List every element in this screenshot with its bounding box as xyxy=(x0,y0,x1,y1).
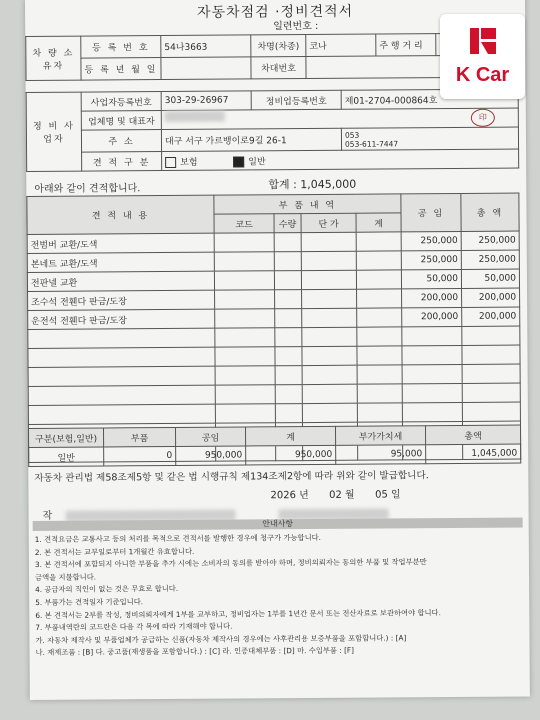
item-code xyxy=(215,309,275,328)
shop-name-value xyxy=(161,108,518,129)
item-desc: 전판넬 교환 xyxy=(27,271,214,291)
item-unit xyxy=(302,365,357,384)
item-labor: 200,000 xyxy=(402,288,462,307)
item-labor: 250,000 xyxy=(401,250,461,269)
item-qty xyxy=(275,366,302,385)
bizno-value: 303-29-26967 xyxy=(161,91,251,111)
owner-section-label: 차 량 소유자 xyxy=(26,36,81,80)
vin-label: 차대번호 xyxy=(251,57,306,79)
estimate-type-label: 견 적 구 분 xyxy=(82,152,162,172)
item-total: 250,000 xyxy=(461,250,519,269)
shopno-label: 정비업등록번호 xyxy=(251,90,341,110)
totals-vat-header: 부가가치세 xyxy=(335,426,425,446)
item-desc: 운전석 전휀다 판금/도장 xyxy=(28,309,215,329)
item-qty xyxy=(275,347,302,366)
notice-title: 안내사항 xyxy=(33,518,523,531)
totals-total-value: 1,045,000 xyxy=(426,444,521,464)
item-labor xyxy=(402,364,462,383)
item-desc xyxy=(28,347,215,367)
notice-line: 가. 자동차 제작사 및 부품업체가 공급하는 신품(자동차 제작사의 경우에는 사후관리용 보증부품을 포함합니다.) : [A] xyxy=(35,633,407,645)
col-parts-header: 부 품 내 역 xyxy=(214,194,401,214)
item-total xyxy=(462,345,520,364)
notice-line: 7. 부품내역란의 코드란은 다음 각 목에 따라 기재해야 합니다. xyxy=(35,621,233,633)
item-labor xyxy=(402,383,462,402)
col-code-header: 코드 xyxy=(214,214,274,233)
col-sum-header: 계 xyxy=(356,213,401,232)
shop-section-label: 정 비 사업자 xyxy=(26,92,82,171)
totals-labor-header: 공임 xyxy=(175,427,245,446)
totals-sum-header: 계 xyxy=(245,426,335,446)
issue-day: 05 일 xyxy=(375,489,401,501)
item-labor xyxy=(402,345,462,364)
issue-year: 2026 년 xyxy=(270,490,309,502)
col-qty-header: 수량 xyxy=(274,214,301,233)
item-desc xyxy=(28,385,215,405)
items-table xyxy=(26,193,521,463)
item-unit xyxy=(302,289,357,308)
insurance-option-label: 보험 xyxy=(180,157,198,168)
totals-vat-value: 95,000 xyxy=(336,445,426,465)
notice-line: 금액을 지불합니다. xyxy=(34,572,97,582)
address-label: 주 소 xyxy=(81,130,161,153)
general-option-label: 일반 xyxy=(248,156,266,167)
item-code xyxy=(215,290,275,309)
item-total xyxy=(462,326,520,345)
total-label: 합계 : xyxy=(268,178,297,192)
totals-type-header: 구분(보험,일반) xyxy=(28,428,103,448)
notice-line: 3. 본 견적서에 포함되지 아니한 부품을 추가 시에는 소비자의 동의를 받아야 하며, 정비의뢰자는 동의한 부품 및 작업부분만 xyxy=(34,557,427,570)
issue-month: 02 월 xyxy=(329,489,355,501)
reg-no-value: 54나3663 xyxy=(161,35,251,58)
item-sum xyxy=(356,270,401,289)
total-summary xyxy=(268,176,356,193)
insurance-checkbox[interactable] xyxy=(165,156,176,167)
notice-list xyxy=(35,531,524,660)
item-desc: 조수석 전휀다 판금/도장 xyxy=(28,290,215,310)
item-sum xyxy=(357,403,402,422)
item-labor: 200,000 xyxy=(402,307,462,326)
legal-statement: 자동차 관리법 제58조제5항 및 같은 법 시행규칙 제134조제2항에 따라 위와 같이 발급합니다. xyxy=(34,470,429,484)
totals-type-value: 일반 xyxy=(29,447,104,467)
estimate-intro: 아래와 같이 견적합니다. xyxy=(34,183,141,195)
item-sum xyxy=(357,308,402,327)
total-value: 1,045,000 xyxy=(300,177,357,192)
phone-cell xyxy=(341,127,518,150)
notice-line: 2. 본 견적서는 교부일로부터 1개월간 유효합니다. xyxy=(34,546,195,557)
item-unit xyxy=(302,346,357,365)
item-code xyxy=(214,271,274,290)
item-total: 250,000 xyxy=(461,231,519,250)
issue-date xyxy=(270,485,400,501)
kcar-logo-icon xyxy=(468,26,498,56)
address-value: 대구 서구 가르뱅이로9길 26-1 xyxy=(161,128,341,151)
item-total xyxy=(462,364,520,383)
reg-date-value xyxy=(161,57,251,80)
shop-table xyxy=(26,89,520,172)
item-unit xyxy=(302,384,357,403)
totals-sum-value: 950,000 xyxy=(246,445,336,465)
reg-date-label: 등 록 년 월 일 xyxy=(81,58,161,81)
item-sum xyxy=(357,327,402,346)
item-sum xyxy=(357,365,402,384)
item-qty xyxy=(275,385,302,404)
item-desc xyxy=(28,328,215,348)
totals-table xyxy=(28,425,521,467)
totals-total-header: 총액 xyxy=(425,425,520,445)
document-title: 자동차점검 ·정비견적서 xyxy=(196,3,354,21)
shopno-value: 제01-2704-000864호 xyxy=(341,89,518,109)
item-qty xyxy=(275,309,302,328)
kcar-logo-text: K Car xyxy=(455,64,510,86)
general-checkbox[interactable] xyxy=(233,156,244,167)
serial-number-label: 일련번호 : xyxy=(273,20,319,33)
item-desc: 전범버 교환/도색 xyxy=(27,233,214,253)
writer-label: 작 xyxy=(42,510,53,522)
item-qty xyxy=(275,328,302,347)
company-seal: 印 xyxy=(471,109,495,127)
bizno-label: 사업자등록번호 xyxy=(81,92,161,112)
item-code xyxy=(215,328,275,347)
col-total-header: 총 액 xyxy=(461,193,519,231)
model-value: 코나 xyxy=(306,34,376,56)
col-unit-header: 단 가 xyxy=(301,213,356,232)
item-qty xyxy=(275,404,302,423)
item-unit xyxy=(302,403,357,422)
item-unit xyxy=(301,251,356,270)
notice-line: 4. 공급자의 직인이 없는 것은 무효로 합니다. xyxy=(35,584,179,595)
reg-no-label: 등 록 번 호 xyxy=(81,36,161,59)
item-unit xyxy=(302,308,357,327)
item-code xyxy=(214,252,274,271)
item-labor: 250,000 xyxy=(401,231,461,250)
item-sum xyxy=(356,232,401,251)
item-total: 200,000 xyxy=(462,288,520,307)
item-sum xyxy=(357,289,402,308)
item-unit xyxy=(301,270,356,289)
item-code xyxy=(215,366,275,385)
item-desc xyxy=(28,366,215,386)
item-sum xyxy=(357,346,402,365)
item-code xyxy=(214,233,274,252)
phone-number: 053-611-7447 xyxy=(344,138,399,149)
item-desc xyxy=(28,404,215,424)
item-qty xyxy=(274,271,301,290)
item-labor: 50,000 xyxy=(401,269,461,288)
col-labor-header: 공 임 xyxy=(401,193,461,231)
notice-line: 1. 견적요금은 교통사고 등의 처리를 목적으로 견적서를 발행한 경우에 청구가 가능합니다. xyxy=(34,532,322,544)
item-desc: 본네트 교환/도색 xyxy=(27,252,214,272)
item-total: 200,000 xyxy=(462,307,520,326)
item-labor xyxy=(402,326,462,345)
estimate-document xyxy=(25,0,530,700)
item-total xyxy=(462,402,520,421)
item-code xyxy=(215,347,275,366)
item-qty xyxy=(274,233,301,252)
model-label: 차명(차종) xyxy=(251,35,306,57)
notice-line: 나. 재제조품 : [B] 다. 중고품(재생품을 포함합니다.) : [C] 라. 인증대체부품 : [D] 마. 수입부품 : [F] xyxy=(35,646,354,658)
item-total: 50,000 xyxy=(461,269,519,288)
item-labor xyxy=(402,402,462,421)
item-code xyxy=(215,385,275,404)
item-sum xyxy=(357,384,402,403)
totals-labor-value: 950,000 xyxy=(176,446,246,465)
totals-parts-header: 부품 xyxy=(103,427,175,447)
item-total xyxy=(462,383,520,402)
phone-prefix: 053 xyxy=(344,130,360,140)
item-qty xyxy=(275,290,302,309)
item-sum xyxy=(356,251,401,270)
notice-line: 5. 부품가는 견적일자 기준입니다. xyxy=(35,597,144,607)
redacted-name xyxy=(165,111,225,122)
item-unit xyxy=(302,327,357,346)
notice-line: 6. 본 견적서는 2부를 작성, 정비의뢰자에게 1부를 교부하고, 정비업자는 1부를 1년간 문서 또는 전산자료로 보관하여야 합니다. xyxy=(35,607,441,620)
item-code xyxy=(215,404,275,423)
mileage-label: 주 행 거 리 xyxy=(376,34,436,56)
estimate-type-options xyxy=(162,149,519,170)
item-unit xyxy=(301,232,356,251)
kcar-logo xyxy=(440,14,525,99)
shop-name-label: 업체명 및 대표자 xyxy=(81,111,161,131)
col-desc-header: 견 적 내 용 xyxy=(27,195,214,234)
totals-parts-value: 0 xyxy=(104,446,176,466)
item-qty xyxy=(274,252,301,271)
